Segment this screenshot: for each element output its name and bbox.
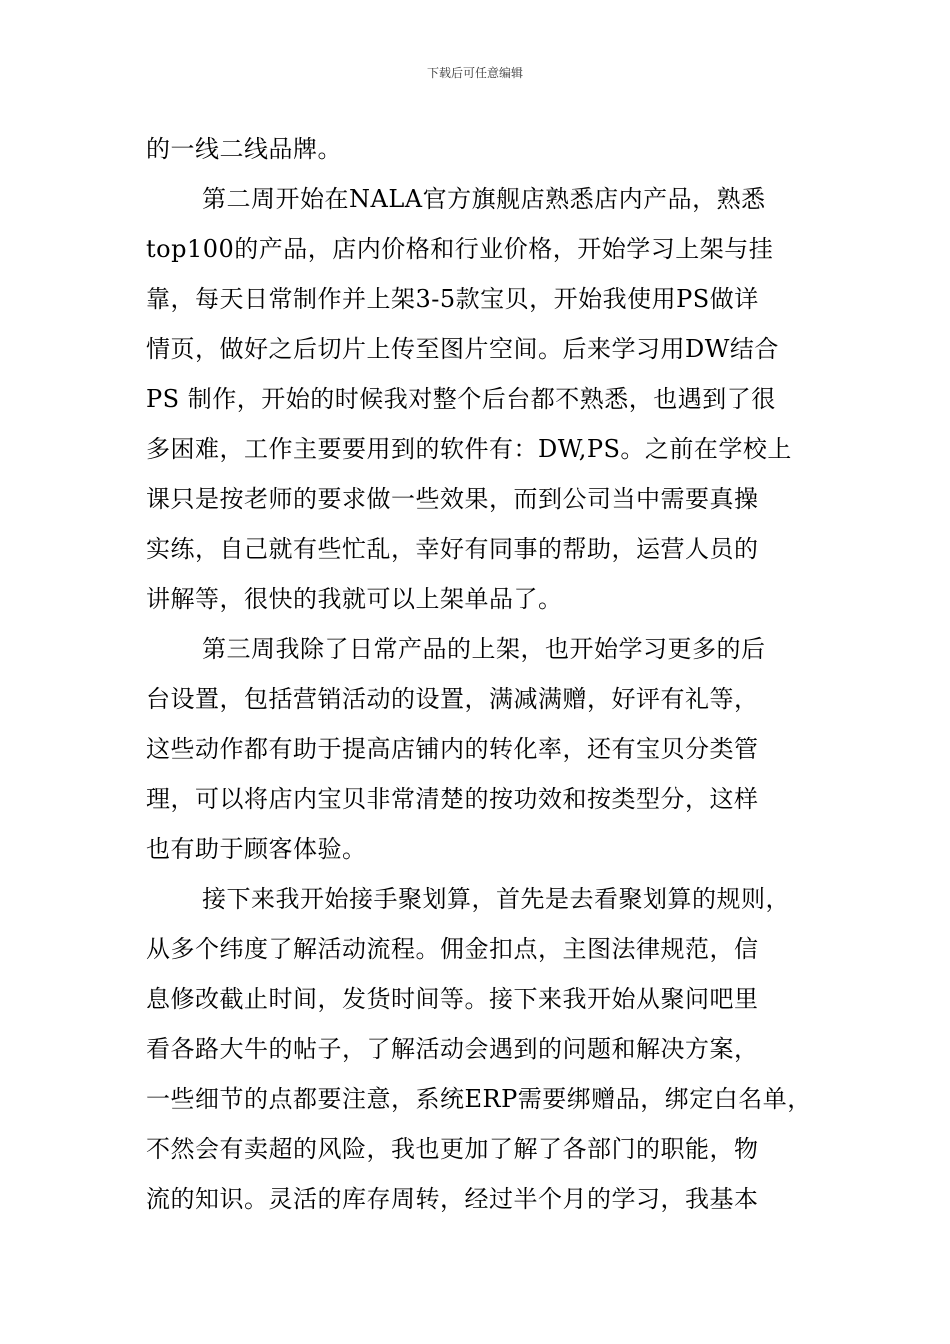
page-header: 下载后可任意编辑 [426,66,523,80]
text-line: top100的产品，店内价格和行业价格，开始学习上架与挂 [146,235,774,263]
text-line: 台设置，包括营销活动的设置，满减满赠，好评有礼等， [146,685,759,713]
paragraph-start-line: 第三周我除了日常产品的上架，也开始学习更多的后 [202,635,766,663]
text-line: 靠，每天日常制作并上架3-5款宝贝，开始我使用PS做详 [146,285,759,313]
paragraph-start-line: 接下来我开始接手聚划算，首先是去看聚划算的规则， [202,885,790,913]
text-line: 理，可以将店内宝贝非常清楚的按功效和按类型分，这样 [146,785,759,813]
text-line: 流的知识。灵活的库存周转，经过半个月的学习，我基本 [146,1185,759,1213]
text-line: 实练，自己就有些忙乱，幸好有同事的帮助，运营人员的 [146,535,759,563]
document-body [146,124,810,1224]
text-line: 多困难，工作主要要用到的软件有：DW,PS。之前在学校上 [146,435,792,463]
text-line: 这些动作都有助于提高店铺内的转化率，还有宝贝分类管 [146,735,759,763]
text-line: 课只是按老师的要求做一些效果，而到公司当中需要真操 [146,485,759,513]
text-line: 看各路大牛的帖子，了解活动会遇到的问题和解决方案， [146,1035,759,1063]
text-line: PS 制作，开始的时候我对整个后台都不熟悉，也遇到了很 [146,385,776,413]
text-line: 讲解等，很快的我就可以上架单品了。 [146,585,563,613]
text-line: 也有助于顾客体验。 [146,835,367,863]
text-line: 不然会有卖超的风险，我也更加了解了各部门的职能，物 [146,1135,759,1163]
text-line: 一些细节的点都要注意，系统ERP需要绑赠品，绑定白名单， [146,1085,812,1113]
text-line: 息修改截止时间，发货时间等。接下来我开始从聚问吧里 [146,985,759,1013]
paragraph-start-line: 第二周开始在NALA官方旗舰店熟悉店内产品，熟悉 [202,185,766,213]
text-line: 从多个纬度了解活动流程。佣金扣点，主图法律规范，信 [146,935,759,963]
text-line: 的一线二线品牌。 [146,135,342,163]
text-line: 情页，做好之后切片上传至图片空间。后来学习用DW结合 [146,335,779,363]
